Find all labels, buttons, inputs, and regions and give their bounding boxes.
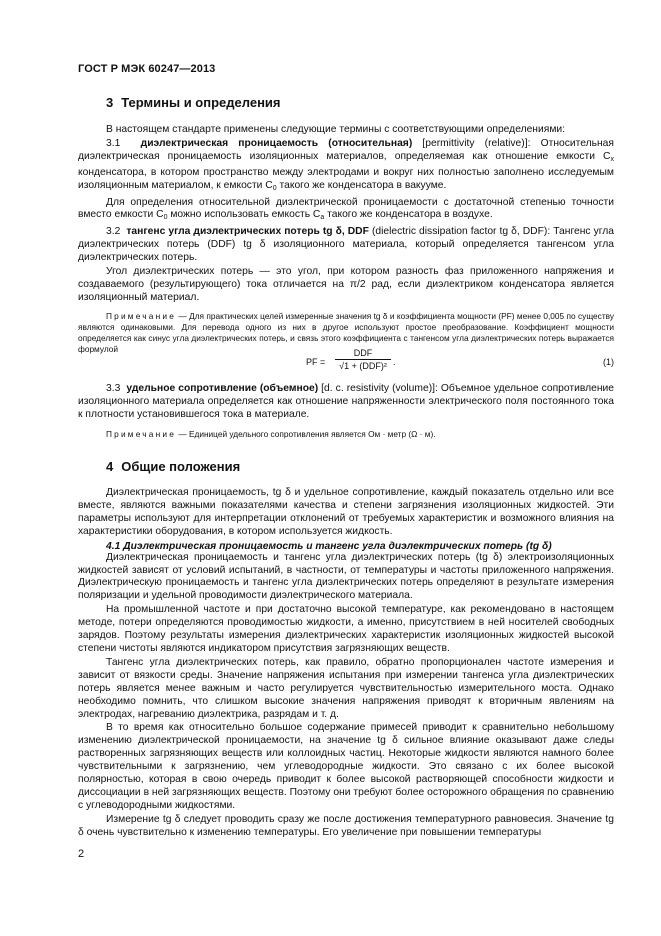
page-number: 2 bbox=[78, 848, 85, 860]
formula-end: . bbox=[393, 357, 396, 367]
formula-1 bbox=[78, 348, 614, 382]
term-3-1-def: [permittivity (relative)]: Относительная диэлектрическая проницаемость изоляционных материалов, определяемая как отношение емкости C bbox=[78, 137, 614, 162]
section-3-number: 3 bbox=[106, 95, 114, 110]
term-3-1 bbox=[78, 138, 614, 196]
term-3-3-number: 3.3 bbox=[106, 383, 121, 394]
section-4-p2: Диэлектрическая проницаемость и тангенс угла диэлектрических потерь (tg δ) электроизоляционных жидкостей зависят от условий испытаний, в частности, от температуры и частоты приложенного напряжения. Диэлектрическую проницаемость и тангенс угла диэлектрических потерь определяют в результате измерения поляризации и удельной проводимости диэлектрического материала. bbox=[78, 551, 614, 602]
term-3-2-angle: Угол диэлектрических потерь — это угол, при котором разность фаз приложенного напряжения и создаваемого (результирующего) тока отличается на π/2 рад, если диэлектриком конденсатора является изоляционный материал. bbox=[78, 266, 614, 303]
term-3-1-p2c: такого же конденсатора в воздухе. bbox=[324, 209, 493, 221]
sub-0: 0 bbox=[272, 184, 277, 192]
term-3-3-term: удельное сопротивление (объемное) bbox=[126, 383, 319, 394]
section-4-number: 4 bbox=[106, 459, 114, 474]
term-3-1-p2a: Для определения относительной диэлектрической проницаемости с достаточной степенью точности вместо емкости C bbox=[78, 196, 614, 221]
sub-x: x bbox=[610, 155, 614, 163]
section-4-p3: На промышленной частоте и при достаточно высокой температуре, как рекомендовано в настоящем методе, потери определяются проводимостью жидкости, а именно, присутствием в ней носителей свободных зарядов. Поэтому результаты измерения диэлектрических характеристик изоляционных жидкостей высокой степени чистоты являются индикатором присутствия загрязняющих веществ. bbox=[78, 604, 614, 654]
formula-numerator: DDF bbox=[335, 348, 391, 360]
standard-header: ГОСТ Р МЭК 60247—2013 bbox=[78, 63, 216, 75]
term-3-2 bbox=[78, 226, 614, 265]
term-3-2-term: тангенс угла диэлектрических потерь tg δ, DDF bbox=[126, 226, 369, 238]
term-3-1-def3: такого же конденсатора в вакууме. bbox=[276, 179, 447, 191]
note-2 bbox=[78, 429, 614, 440]
section-3-intro: В настоящем стандарте применены следующие термины с соответствующими определениями: bbox=[106, 124, 566, 135]
note-2-text: — Единицей удельного сопротивления является Ом · метр (Ω · м). bbox=[176, 428, 436, 439]
section-4-p6: Измерение tg δ следует проводить сразу же после достижения температурного равновесия. Значение tg δ очень чувствительно к изменению температуры. Его увеличение при повышении температуры bbox=[78, 813, 614, 838]
term-3-1-def2: конденсатора, в котором пространство между электродами и вокруг них полностью заполнено исследуемым изоляционным материалом, к емкости C bbox=[78, 166, 614, 191]
note-2-label: Примечание bbox=[106, 428, 177, 439]
section-3-heading bbox=[106, 95, 281, 110]
section-4-body bbox=[78, 487, 614, 840]
section-4-p5: В то время как относительно большое содержание примесей приводит к сравнительно небольшому изменению диэлектрической проницаемости, на значение tg δ сильное влияние оказывают даже следы растворенных загрязняющих веществ или коллоидных частиц. Некоторые жидкости являются намного более чувствительными к загрязнению, чем углеводородные жидкости. Это связано с их более высокой полярностью, которая в свою очередь приводит к более высокой растворяющей способности жидкости и диссоциации в ней загрязняющих веществ. Поэтому они требуют более осторожного обращения по сравнению с углеводородными жидкостями. bbox=[78, 722, 614, 811]
term-3-1-term: диэлектрическая проницаемость (относительная) bbox=[140, 137, 413, 149]
section-3-body bbox=[78, 124, 614, 356]
section-4-p4: Тангенс угла диэлектрических потерь, как правило, обратно пропорционален частоте измерения и зависит от вязкости среды. Значение напряжения испытания при измерении тангенса угла диэлектрических потерь является менее важным и часто регулируется чувствительностью измерительного моста. Однако необходимо помнить, что слишком высокие значения напряжения приводят к вторичным явлениям на электродах, нагреванию диэлектрика, разрядам и т. д. bbox=[78, 656, 614, 720]
sub-0b: 0 bbox=[163, 214, 168, 222]
formula-lhs: PF = bbox=[306, 357, 326, 367]
sub-a: a bbox=[320, 214, 325, 222]
note-1-text: — Для практических целей измеренные значения tg δ и коэффициента мощности (PF) менее 0,005 по существу являются одинаковыми. Для перевода одного из них в другое используют простое преобразование. Коэффициент мощности определяется как синус угла диэлектрических потерь, и связь этого коэффициента с тангенсом угла диэлектрических потерь выражается формулой bbox=[78, 310, 614, 355]
term-3-2-def: (dielectric dissipation factor tg δ, DDF): Тангенс угла диэлектрических потерь (DDF) tg δ изоляционного материала, который определяется тангенсом угла диэлектрических потерь. bbox=[78, 226, 614, 264]
section-4-title: Общие положения bbox=[121, 459, 241, 474]
term-3-1-note bbox=[78, 197, 614, 226]
term-3-2-number: 3.2 bbox=[106, 226, 121, 238]
section-3-title: Термины и определения bbox=[121, 95, 281, 110]
term-3-3 bbox=[78, 383, 614, 422]
formula-number: (1) bbox=[603, 357, 614, 367]
term-3-1-number: 3.1 bbox=[106, 137, 121, 149]
term-3-3-def: [d. c. resistivity (volume)]: Объемное удельное сопротивление изоляционного материала определяется как отношение напряженности электрического поля постоянного тока к плотности установившегося тока в материале. bbox=[78, 383, 614, 420]
subsection-4-1-heading: 4.1 Диэлектрическая проницаемость и тангенс угла диэлектрических потерь (tg δ) bbox=[106, 540, 552, 552]
formula-denominator: √1 + (DDF)² bbox=[339, 361, 387, 371]
section-4-p1: Диэлектрическая проницаемость, tg δ и удельное сопротивление, каждый показатель отдельно или все вместе, являются важными показателями качества и степени загрязнения изоляционных жидкостей. Эти параметры используют для интерпретации отклонений от требуемых характеристик и возможного влияния на характеристики оборудования, в котором используется жидкость. bbox=[78, 487, 614, 537]
note-1-label: Примечание bbox=[106, 310, 177, 321]
formula-fraction bbox=[335, 348, 391, 371]
term-3-1-p2b: можно использовать емкость C bbox=[167, 209, 321, 221]
section-4-heading bbox=[106, 459, 240, 474]
section-3-body-2 bbox=[78, 383, 614, 440]
